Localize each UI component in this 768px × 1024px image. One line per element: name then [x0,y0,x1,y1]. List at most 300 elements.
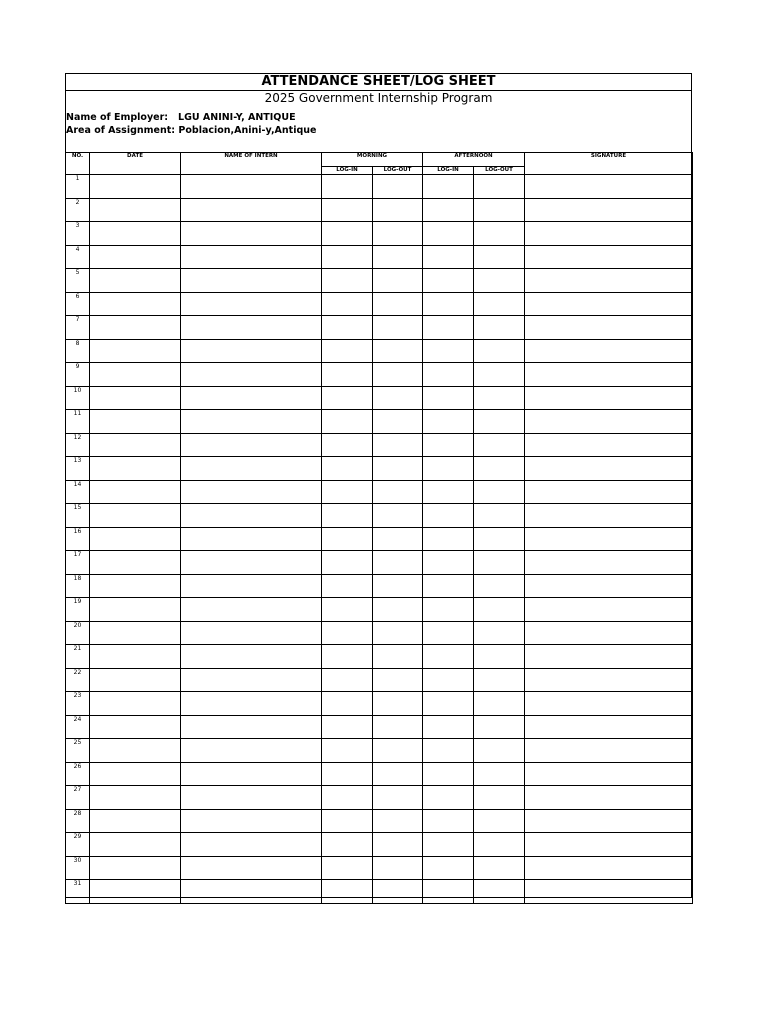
cell-signature[interactable] [525,222,693,246]
table-body [66,175,693,904]
table-row [66,222,693,246]
cell-afternoon-logout[interactable] [474,245,525,269]
cell-signature[interactable] [525,175,693,199]
cell-afternoon-logout[interactable] [474,269,525,293]
cell-morning-logout[interactable] [373,598,423,622]
cell-afternoon-logout[interactable] [474,480,525,504]
cell-date[interactable] [90,668,181,692]
table-row [66,433,693,457]
cell-date[interactable] [90,786,181,810]
cell-date[interactable] [90,504,181,528]
cell-morning-logout[interactable] [373,433,423,457]
cell-date[interactable] [90,457,181,481]
cell-signature[interactable] [525,880,693,904]
cell-morning-logout[interactable] [373,504,423,528]
cell-afternoon-login[interactable] [423,222,474,246]
table-row [66,833,693,857]
cell-afternoon-login[interactable] [423,598,474,622]
cell-afternoon-login[interactable] [423,692,474,716]
row-number: 18 [66,574,90,598]
table-row [66,316,693,340]
cell-morning-logout[interactable] [373,316,423,340]
cell-afternoon-login[interactable] [423,363,474,387]
cell-afternoon-login[interactable] [423,410,474,434]
cell-morning-login[interactable] [322,175,373,199]
cell-signature[interactable] [525,292,693,316]
cell-signature[interactable] [525,621,693,645]
cell-morning-login[interactable] [322,621,373,645]
cell-name-of-intern[interactable] [181,598,322,622]
row-number: 23 [66,692,90,716]
cell-morning-login[interactable] [322,880,373,904]
cell-afternoon-logout[interactable] [474,739,525,763]
cell-morning-logout[interactable] [373,715,423,739]
cell-morning-logout[interactable] [373,762,423,786]
cell-signature[interactable] [525,574,693,598]
cell-morning-login[interactable] [322,457,373,481]
cell-morning-login[interactable] [322,480,373,504]
cell-date[interactable] [90,245,181,269]
cell-signature[interactable] [525,457,693,481]
cell-name-of-intern[interactable] [181,621,322,645]
cell-morning-logout[interactable] [373,339,423,363]
cell-date[interactable] [90,269,181,293]
cell-afternoon-logout[interactable] [474,762,525,786]
cell-signature[interactable] [525,410,693,434]
cell-signature[interactable] [525,339,693,363]
header-morning-login: LOG-IN [322,167,373,175]
sheet-subtitle: 2025 Government Internship Program [264,91,493,105]
cell-afternoon-login[interactable] [423,245,474,269]
row-number: 29 [66,833,90,857]
cell-afternoon-logout[interactable] [474,386,525,410]
cell-morning-logout[interactable] [373,551,423,575]
cell-name-of-intern[interactable] [181,739,322,763]
cell-signature[interactable] [525,527,693,551]
cell-signature[interactable] [525,386,693,410]
cell-morning-login[interactable] [322,339,373,363]
sheet-title: ATTENDANCE SHEET/LOG SHEET [66,74,691,91]
cell-morning-login[interactable] [322,316,373,340]
cell-afternoon-login[interactable] [423,786,474,810]
row-number: 14 [66,480,90,504]
cell-signature[interactable] [525,692,693,716]
cell-afternoon-logout[interactable] [474,363,525,387]
cell-afternoon-login[interactable] [423,480,474,504]
cell-afternoon-login[interactable] [423,880,474,904]
cell-morning-logout[interactable] [373,480,423,504]
cell-morning-logout[interactable] [373,645,423,669]
cell-afternoon-login[interactable] [423,551,474,575]
employer-value: LGU ANINI-Y, ANTIQUE [178,112,296,123]
cell-signature[interactable] [525,480,693,504]
cell-date[interactable] [90,386,181,410]
cell-signature[interactable] [525,269,693,293]
cell-date[interactable] [90,739,181,763]
cell-signature[interactable] [525,433,693,457]
cell-afternoon-login[interactable] [423,292,474,316]
cell-name-of-intern[interactable] [181,645,322,669]
table-row [66,786,693,810]
cell-morning-logout[interactable] [373,198,423,222]
row-number: 17 [66,551,90,575]
cell-signature[interactable] [525,645,693,669]
row-number: 11 [66,410,90,434]
cell-name-of-intern[interactable] [181,245,322,269]
employer-label: Name of Employer: [66,112,169,123]
row-number: 30 [66,856,90,880]
cell-morning-logout[interactable] [373,386,423,410]
cell-name-of-intern[interactable] [181,292,322,316]
cell-afternoon-logout[interactable] [474,410,525,434]
cell-afternoon-logout[interactable] [474,880,525,904]
cell-name-of-intern[interactable] [181,504,322,528]
cell-signature[interactable] [525,786,693,810]
cell-afternoon-login[interactable] [423,668,474,692]
cell-name-of-intern[interactable] [181,856,322,880]
cell-name-of-intern[interactable] [181,386,322,410]
cell-signature[interactable] [525,598,693,622]
row-number: 8 [66,339,90,363]
cell-afternoon-login[interactable] [423,504,474,528]
cell-date[interactable] [90,856,181,880]
row-number: 15 [66,504,90,528]
cell-morning-logout[interactable] [373,363,423,387]
cell-afternoon-logout[interactable] [474,621,525,645]
table-row [66,175,693,199]
cell-afternoon-login[interactable] [423,621,474,645]
cell-morning-login[interactable] [322,527,373,551]
cell-name-of-intern[interactable] [181,433,322,457]
row-number: 20 [66,621,90,645]
row-number: 4 [66,245,90,269]
table-row [66,762,693,786]
table-row [66,692,693,716]
table-row [66,457,693,481]
row-number: 10 [66,386,90,410]
table-row [66,598,693,622]
cell-name-of-intern[interactable] [181,339,322,363]
assignment-line [66,125,316,137]
row-number: 25 [66,739,90,763]
cell-afternoon-login[interactable] [423,175,474,199]
cell-afternoon-logout[interactable] [474,504,525,528]
cell-afternoon-login[interactable] [423,645,474,669]
row-number: 1 [66,175,90,199]
cell-morning-logout[interactable] [373,621,423,645]
table-row [66,292,693,316]
cell-afternoon-login[interactable] [423,739,474,763]
cell-afternoon-login[interactable] [423,386,474,410]
assignment-label: Area of Assignment: [66,125,176,136]
cell-morning-login[interactable] [322,645,373,669]
cell-morning-logout[interactable] [373,457,423,481]
cell-afternoon-logout[interactable] [474,574,525,598]
header-morning-logout: LOG-OUT [373,167,423,175]
row-number: 31 [66,880,90,904]
table-row [66,339,693,363]
cell-morning-login[interactable] [322,433,373,457]
cell-morning-login[interactable] [322,668,373,692]
cell-name-of-intern[interactable] [181,480,322,504]
cell-date[interactable] [90,410,181,434]
cell-afternoon-logout[interactable] [474,527,525,551]
cell-morning-login[interactable] [322,739,373,763]
cell-morning-logout[interactable] [373,880,423,904]
cell-afternoon-logout[interactable] [474,339,525,363]
cell-afternoon-logout[interactable] [474,809,525,833]
header-morning: MORNING [322,153,423,167]
cell-signature[interactable] [525,809,693,833]
cell-signature[interactable] [525,856,693,880]
header-afternoon-logout: LOG-OUT [474,167,525,175]
row-number: 3 [66,222,90,246]
table-row [66,856,693,880]
row-number: 22 [66,668,90,692]
cell-afternoon-login[interactable] [423,762,474,786]
cell-morning-logout[interactable] [373,410,423,434]
cell-morning-login[interactable] [322,715,373,739]
cell-date[interactable] [90,339,181,363]
table-row [66,668,693,692]
cell-afternoon-login[interactable] [423,433,474,457]
cell-signature[interactable] [525,715,693,739]
cell-signature[interactable] [525,316,693,340]
cell-date[interactable] [90,363,181,387]
cell-afternoon-logout[interactable] [474,786,525,810]
cell-afternoon-logout[interactable] [474,433,525,457]
cell-morning-logout[interactable] [373,856,423,880]
row-number: 7 [66,316,90,340]
cell-name-of-intern[interactable] [181,175,322,199]
cell-morning-login[interactable] [322,551,373,575]
table-row [66,527,693,551]
cell-afternoon-logout[interactable] [474,457,525,481]
cell-morning-login[interactable] [322,762,373,786]
cell-morning-login[interactable] [322,856,373,880]
cell-morning-login[interactable] [322,833,373,857]
cell-afternoon-logout[interactable] [474,222,525,246]
header-no: NO. [66,153,90,175]
row-number: 26 [66,762,90,786]
table-row [66,363,693,387]
table-row [66,715,693,739]
cell-morning-login[interactable] [322,410,373,434]
cell-morning-login[interactable] [322,363,373,387]
cell-name-of-intern[interactable] [181,363,322,387]
header-afternoon-login: LOG-IN [423,167,474,175]
row-number: 21 [66,645,90,669]
cell-date[interactable] [90,198,181,222]
table-row [66,504,693,528]
cell-afternoon-login[interactable] [423,856,474,880]
cell-morning-login[interactable] [322,386,373,410]
cell-name-of-intern[interactable] [181,410,322,434]
table-row [66,880,693,904]
table-row [66,809,693,833]
attendance-sheet [65,73,692,898]
cell-afternoon-login[interactable] [423,833,474,857]
cell-morning-login[interactable] [322,598,373,622]
cell-signature[interactable] [525,363,693,387]
row-number: 19 [66,598,90,622]
row-number: 9 [66,363,90,387]
cell-signature[interactable] [525,551,693,575]
cell-name-of-intern[interactable] [181,715,322,739]
cell-date[interactable] [90,715,181,739]
table-row [66,645,693,669]
header-name-of-intern: NAME OF INTERN [181,153,322,175]
cell-signature[interactable] [525,739,693,763]
cell-signature[interactable] [525,198,693,222]
table-row [66,739,693,763]
cell-afternoon-logout[interactable] [474,668,525,692]
cell-afternoon-login[interactable] [423,574,474,598]
employer-line [66,112,296,124]
cell-date[interactable] [90,574,181,598]
cell-morning-login[interactable] [322,504,373,528]
cell-date[interactable] [90,480,181,504]
header-signature: SIGNATURE [525,153,693,175]
row-number: 27 [66,786,90,810]
cell-morning-logout[interactable] [373,222,423,246]
cell-afternoon-login[interactable] [423,715,474,739]
cell-morning-logout[interactable] [373,668,423,692]
cell-morning-login[interactable] [322,786,373,810]
cell-name-of-intern[interactable] [181,692,322,716]
cell-afternoon-logout[interactable] [474,715,525,739]
cell-afternoon-login[interactable] [423,316,474,340]
cell-afternoon-login[interactable] [423,809,474,833]
row-number: 2 [66,198,90,222]
cell-date[interactable] [90,433,181,457]
cell-morning-logout[interactable] [373,292,423,316]
cell-morning-login[interactable] [322,198,373,222]
cell-signature[interactable] [525,668,693,692]
cell-date[interactable] [90,809,181,833]
cell-afternoon-login[interactable] [423,198,474,222]
cell-name-of-intern[interactable] [181,457,322,481]
table-row [66,551,693,575]
cell-morning-login[interactable] [322,574,373,598]
row-number: 6 [66,292,90,316]
table-row [66,410,693,434]
cell-date[interactable] [90,175,181,199]
cell-date[interactable] [90,621,181,645]
cell-afternoon-logout[interactable] [474,292,525,316]
table-row [66,269,693,293]
assignment-value: Poblacion,Anini-y,Antique [178,125,317,136]
cell-morning-logout[interactable] [373,269,423,293]
cell-morning-logout[interactable] [373,786,423,810]
cell-signature[interactable] [525,762,693,786]
cell-name-of-intern[interactable] [181,668,322,692]
cell-morning-logout[interactable] [373,833,423,857]
cell-name-of-intern[interactable] [181,269,322,293]
row-number: 12 [66,433,90,457]
cell-afternoon-login[interactable] [423,457,474,481]
table-row [66,245,693,269]
cell-signature[interactable] [525,833,693,857]
table-row [66,386,693,410]
cell-morning-logout[interactable] [373,809,423,833]
table-row [66,621,693,645]
cell-morning-logout[interactable] [373,245,423,269]
table-row [66,198,693,222]
cell-name-of-intern[interactable] [181,527,322,551]
cell-morning-login[interactable] [322,269,373,293]
cell-morning-login[interactable] [322,222,373,246]
cell-date[interactable] [90,527,181,551]
header-afternoon: AFTERNOON [423,153,525,167]
cell-date[interactable] [90,222,181,246]
cell-signature[interactable] [525,245,693,269]
cell-afternoon-logout[interactable] [474,598,525,622]
cell-afternoon-logout[interactable] [474,856,525,880]
row-number: 13 [66,457,90,481]
row-number: 28 [66,809,90,833]
cell-afternoon-logout[interactable] [474,833,525,857]
row-number: 5 [66,269,90,293]
attendance-table [65,152,693,904]
cell-name-of-intern[interactable] [181,574,322,598]
cell-morning-logout[interactable] [373,175,423,199]
cell-date[interactable] [90,551,181,575]
cell-name-of-intern[interactable] [181,198,322,222]
cell-afternoon-login[interactable] [423,339,474,363]
cell-date[interactable] [90,692,181,716]
cell-morning-logout[interactable] [373,692,423,716]
cell-morning-login[interactable] [322,809,373,833]
cell-name-of-intern[interactable] [181,316,322,340]
cell-afternoon-logout[interactable] [474,692,525,716]
cell-morning-logout[interactable] [373,527,423,551]
table-row [66,574,693,598]
cell-afternoon-login[interactable] [423,269,474,293]
cell-date[interactable] [90,598,181,622]
cell-afternoon-logout[interactable] [474,198,525,222]
cell-date[interactable] [90,316,181,340]
cell-morning-login[interactable] [322,245,373,269]
row-number: 16 [66,527,90,551]
cell-morning-login[interactable] [322,292,373,316]
cell-date[interactable] [90,762,181,786]
cell-date[interactable] [90,833,181,857]
cell-signature[interactable] [525,504,693,528]
cell-name-of-intern[interactable] [181,880,322,904]
cell-morning-logout[interactable] [373,574,423,598]
cell-afternoon-logout[interactable] [474,645,525,669]
cell-afternoon-logout[interactable] [474,175,525,199]
cell-afternoon-logout[interactable] [474,551,525,575]
cell-name-of-intern[interactable] [181,222,322,246]
cell-morning-login[interactable] [322,692,373,716]
cell-afternoon-login[interactable] [423,527,474,551]
row-number: 24 [66,715,90,739]
cell-afternoon-logout[interactable] [474,316,525,340]
cell-name-of-intern[interactable] [181,551,322,575]
cell-date[interactable] [90,645,181,669]
cell-name-of-intern[interactable] [181,762,322,786]
header-date: DATE [90,153,181,175]
table-row [66,480,693,504]
cell-date[interactable] [90,880,181,904]
cell-name-of-intern[interactable] [181,833,322,857]
cell-morning-logout[interactable] [373,739,423,763]
cell-name-of-intern[interactable] [181,786,322,810]
cell-name-of-intern[interactable] [181,809,322,833]
cell-date[interactable] [90,292,181,316]
